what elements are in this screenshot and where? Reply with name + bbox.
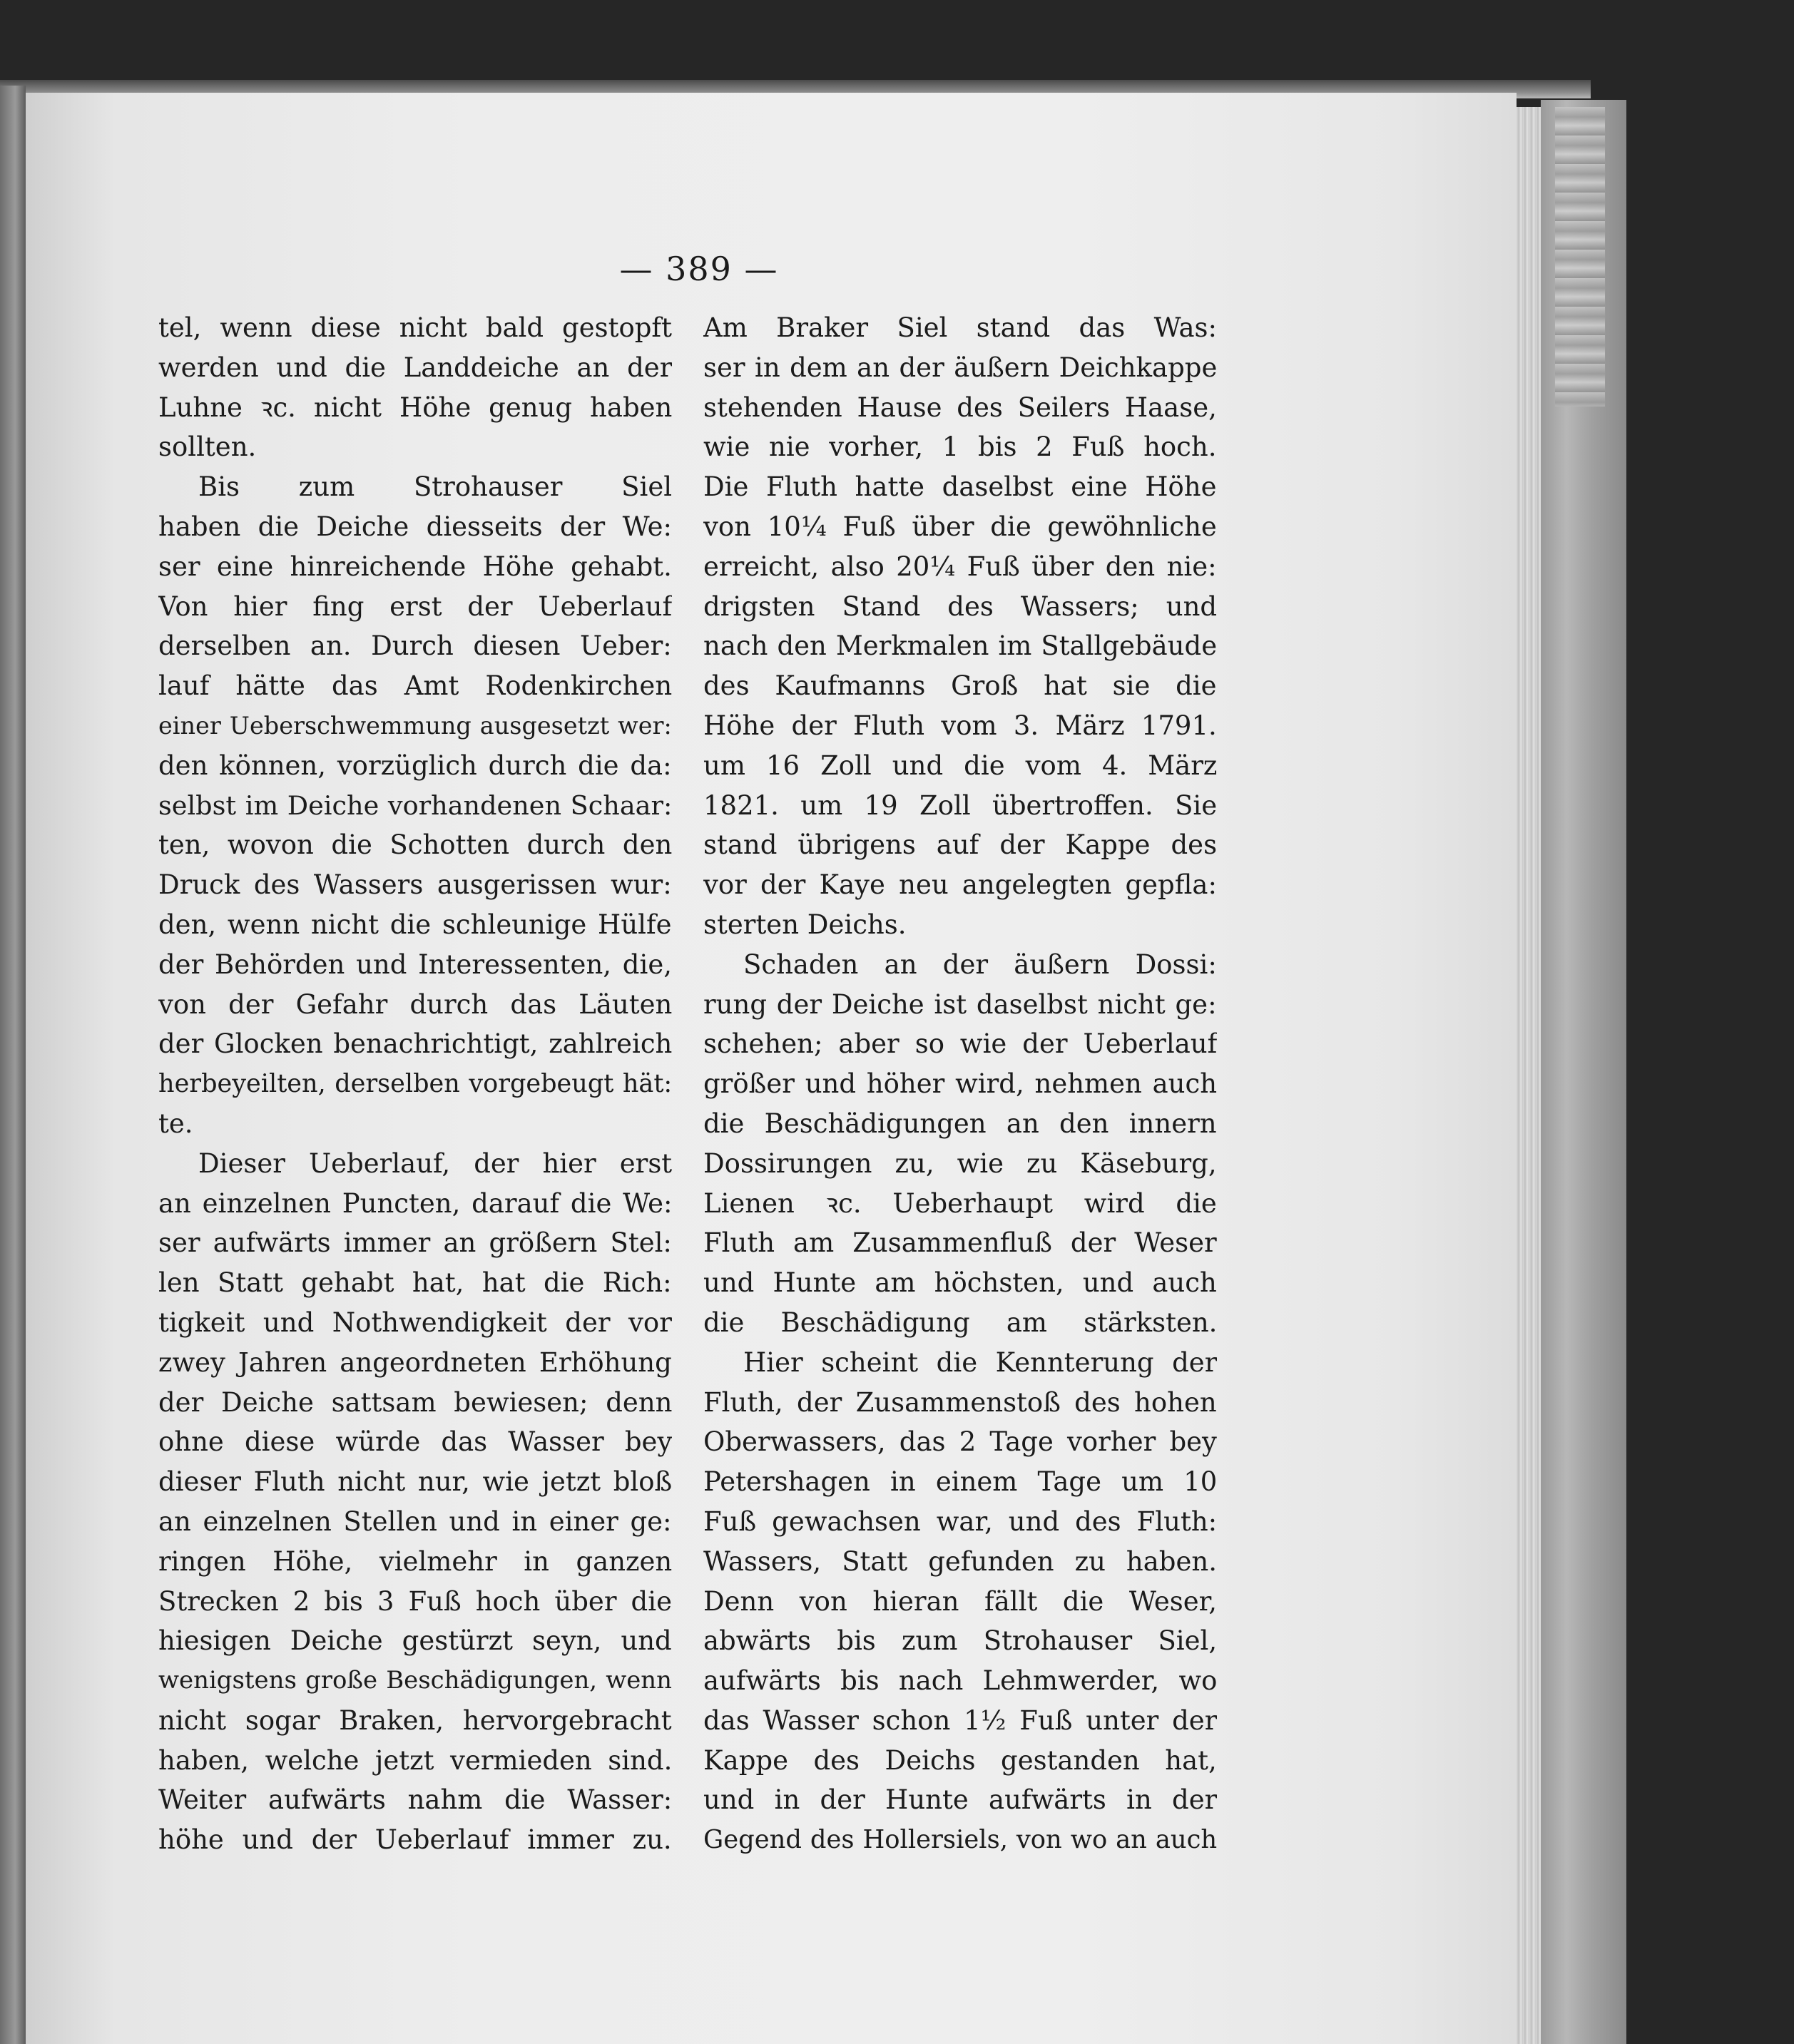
text-line: Oberwassers, das 2 Tage vorher bey <box>703 1426 1217 1458</box>
text-line: von der Gefahr durch das Läuten <box>158 988 672 1020</box>
text-line: Höhe der Fluth vom 3. März 1791. <box>703 710 1217 741</box>
text-line: dieser Fluth nicht nur, wie jetzt bloß <box>158 1466 672 1498</box>
left-text-column <box>158 308 672 1860</box>
text-line: Lienen ꝛc. Ueberhaupt wird die <box>703 1187 1217 1219</box>
text-line: nicht sogar Braken, hervorgebracht <box>158 1705 672 1736</box>
text-line: die Beschädigungen an den innern <box>703 1108 1217 1139</box>
text-line: Am Braker Siel stand das Was: <box>703 312 1217 343</box>
text-line: hiesigen Deiche gestürzt seyn, und <box>158 1625 672 1657</box>
text-line: Wassers, Statt gefunden zu haben. <box>703 1545 1217 1577</box>
text-line: der Behörden und Interessenten, die, <box>158 949 672 980</box>
text-line: werden und die Landdeiche an der <box>158 352 672 383</box>
text-line: Die Fluth hatte daselbst eine Höhe <box>703 471 1217 503</box>
text-line: ser eine hinreichende Höhe gehabt. <box>158 551 672 582</box>
text-line: lauf hätte das Amt Rodenkirchen <box>158 670 672 702</box>
text-line: Fluth, der Zusammenstoß des hohen <box>703 1386 1217 1418</box>
text-line: den, wenn nicht die schleunige Hülfe <box>158 909 672 940</box>
text-line: der Glocken benachrichtigt, zahlreich <box>158 1028 672 1060</box>
text-line: Dossirungen zu, wie zu Käseburg, <box>703 1148 1217 1179</box>
text-line: ser aufwärts immer an größern Stel: <box>158 1227 672 1259</box>
text-line: Dieser Ueberlauf, der hier erst <box>198 1148 672 1179</box>
text-line: nach den Merkmalen im Stallgebäude <box>703 630 1217 662</box>
text-line: an einzelnen Puncten, darauf die We: <box>158 1187 672 1219</box>
worn-cover-corner <box>1555 107 1605 407</box>
text-line: Petershagen in einem Tage um 10 <box>703 1466 1217 1498</box>
text-line: Hier scheint die Kennterung der <box>743 1347 1217 1378</box>
text-line: Von hier fing erst der Ueberlauf <box>158 591 672 622</box>
text-line: Fuß gewachsen war, und des Fluth: <box>703 1506 1217 1537</box>
text-line: rung der Deiche ist daselbst nicht ge: <box>703 988 1217 1020</box>
text-line: Gegend des Hollersiels, von wo an auch <box>703 1825 1217 1855</box>
text-line: um 16 Zoll und die vom 4. März <box>703 750 1217 781</box>
text-line: höhe und der Ueberlauf immer zu. <box>158 1824 672 1856</box>
text-line: Weiter aufwärts nahm die Wasser: <box>158 1784 672 1816</box>
text-line: den können, vorzüglich durch die da: <box>158 750 672 781</box>
text-line: Luhne ꝛc. nicht Höhe genug haben <box>158 392 672 423</box>
text-line: des Kaufmanns Groß hat sie die <box>703 670 1217 702</box>
text-line: tigkeit und Nothwendigkeit der vor <box>158 1307 672 1338</box>
text-line: haben, welche jetzt vermieden sind. <box>158 1744 672 1776</box>
text-line: die Beschädigung am stärksten. <box>703 1307 1217 1338</box>
text-line: schehen; aber so wie der Ueberlauf <box>703 1028 1217 1060</box>
text-line: der Deiche sattsam bewiesen; denn <box>158 1386 672 1418</box>
text-line: wenigstens große Beschädigungen, wenn <box>158 1667 672 1695</box>
text-line: Druck des Wassers ausgerissen wur: <box>158 869 672 901</box>
page-number: — 389 — <box>619 250 779 288</box>
text-line: erreicht, also 20¼ Fuß über den nie: <box>703 551 1217 582</box>
text-line: stehenden Hause des Seilers Haase, <box>703 392 1217 423</box>
text-line: und in der Hunte aufwärts in der <box>703 1784 1217 1816</box>
text-line: und Hunte am höchsten, und auch <box>703 1267 1217 1299</box>
text-line: abwärts bis zum Strohauser Siel, <box>703 1625 1217 1657</box>
text-line: ohne diese würde das Wasser bey <box>158 1426 672 1458</box>
right-text-column <box>703 308 1217 1860</box>
text-line: das Wasser schon 1½ Fuß unter der <box>703 1705 1217 1736</box>
text-line: Denn von hieran fällt die Weser, <box>703 1585 1217 1617</box>
text-line: wie nie vorher, 1 bis 2 Fuß hoch. <box>703 431 1217 463</box>
text-line: herbeyeilten, derselben vorgebeugt hät: <box>158 1069 672 1099</box>
text-line: haben die Deiche diesseits der We: <box>158 511 672 542</box>
facing-page-edge <box>0 86 26 2044</box>
text-line: ringen Höhe, vielmehr in ganzen <box>158 1545 672 1577</box>
text-line: größer und höher wird, nehmen auch <box>703 1068 1217 1100</box>
text-line: von 10¼ Fuß über die gewöhnliche <box>703 511 1217 542</box>
text-line: einer Ueberschwemmung ausgesetzt wer: <box>158 711 672 740</box>
text-line: sterten Deichs. <box>703 909 907 940</box>
text-line: Bis zum Strohauser Siel <box>198 471 672 503</box>
text-line: tel, wenn diese nicht bald gestopft <box>158 312 672 343</box>
text-line: Fluth am Zusammenfluß der Weser <box>703 1227 1217 1259</box>
text-line: sollten. <box>158 431 257 463</box>
text-line: 1821. um 19 Zoll übertroffen. Sie <box>703 790 1217 821</box>
text-line: stand übrigens auf der Kappe des <box>703 829 1217 861</box>
text-line: vor der Kaye neu angelegten gepfla: <box>703 869 1217 901</box>
text-line: aufwärts bis nach Lehmwerder, wo <box>703 1665 1217 1697</box>
text-line: len Statt gehabt hat, hat die Rich: <box>158 1267 672 1299</box>
text-line: ser in dem an der äußern Deichkappe <box>703 352 1217 383</box>
text-line: Strecken 2 bis 3 Fuß hoch über die <box>158 1585 672 1617</box>
page-stack-edge <box>1517 107 1541 2044</box>
text-line: Schaden an der äußern Dossi: <box>743 949 1217 980</box>
text-line: derselben an. Durch diesen Ueber: <box>158 630 672 662</box>
text-line: ten, wovon die Schotten durch den <box>158 829 672 861</box>
text-line: drigsten Stand des Wassers; und <box>703 591 1217 622</box>
text-line: Kappe des Deichs gestanden hat, <box>703 1744 1217 1776</box>
text-line: selbst im Deiche vorhandenen Schaar: <box>158 790 672 821</box>
text-line: an einzelnen Stellen und in einer ge: <box>158 1506 672 1537</box>
text-line: zwey Jahren angeordneten Erhöhung <box>158 1347 672 1378</box>
text-line: te. <box>158 1108 193 1139</box>
